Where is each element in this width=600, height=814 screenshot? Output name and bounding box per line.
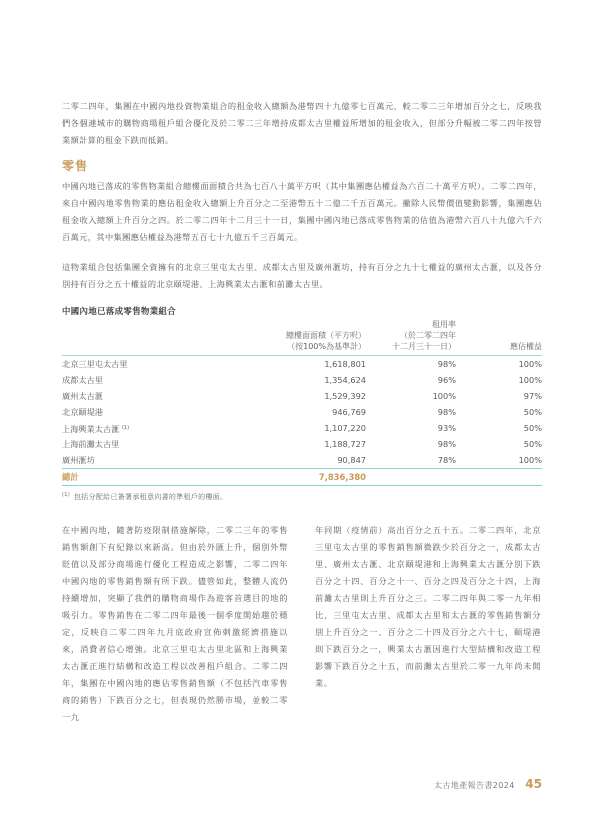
occupancy-rate: 98% <box>437 407 456 417</box>
table-row <box>62 452 542 468</box>
attributable-interest: 50% <box>523 423 542 433</box>
header-area-line-1: 總樓面面積（平方呎） <box>286 331 366 340</box>
table-row <box>62 372 542 388</box>
attributable-interest: 50% <box>523 439 542 449</box>
occupancy-rate: 98% <box>437 359 456 369</box>
header-occ-line-3: 十二月三十一日） <box>392 342 456 351</box>
occupancy-rate: 78% <box>437 455 456 465</box>
property-name: 廣州太古滙 <box>62 391 103 401</box>
property-name: 北京三里屯太古里 <box>62 359 128 369</box>
table-row <box>62 388 542 404</box>
body-column-left <box>62 522 288 726</box>
header-attributable-interest: 應佔權益 <box>510 342 542 351</box>
body-paragraph-right: 年同期（疫情前）高出百分之五十五。二零二四年，北京三里屯太古里的零售銷售額微跌少於百分之一，成都太古里、廣州太古滙、北京頤堤港和上海興業太古滙分別下跌百分之十四、百分之十一、百分之四及百分之十四，上海前灘太古里則上升百分之三。二零二四年與二零一九年相比，三里屯太古里、成都太古里和太古滙的零售銷售額分別上升百分之一、百分之二十四及百分之六十七，頤堤港則下跌百分之一，興業太古滙因進行大型結構和改造工程影響下跌百分之十五，而前灘太古里於二零一九年尚未開業。 <box>315 525 541 688</box>
gross-floor-area: 946,769 <box>332 407 366 417</box>
table-row <box>62 356 542 372</box>
total-area: 7,836,380 <box>318 472 366 482</box>
gross-floor-area: 1,188,727 <box>324 439 366 449</box>
gross-floor-area: 1,107,220 <box>324 423 366 433</box>
body-paragraph-left: 在中國內地，隨著防疫限制措施解除，二零二三年的零售銷售額創下有紀錄以來新高。但由於外匯上升，個別外幣貶值以及部分商場進行優化工程造成之影響，二零二四年中國內地的零售銷售額有所下跌。儘管如此，整體人流仍持續增加，突顯了我們的購物商場作為遊客首選目的地的吸引力。零售銷售在二零二四年最後一個季度開始趨於穩定，反映自二零二四年九月底政府宣佈刺激經濟措施以來，消費者信心增強。北京三里屯太古里北區和上海興業太古滙正進行結構和改造工程以改善租戶組合。二零二四年，集團在中國內地的應佔零售銷售額（不包括汽車零售商的銷售）下跌百分之七，但表現仍然勝市場，並較二零一九 <box>62 525 288 722</box>
section-heading-retail: 零售 <box>62 159 89 173</box>
retail-paragraph-2: 這物業組合包括集團全資擁有的北京三里屯太古里、成都太古里及廣州滙坊，持有百分之九十七權益的廣州太古滙，以及各分別持有百分之五十權益的北京頤堤港、上海興業太古滙和前灘太古里。 <box>62 262 542 289</box>
property-name: 北京頤堤港 <box>62 407 103 417</box>
occupancy-rate: 93% <box>437 423 456 433</box>
header-area-line-2: （按100%為基準計） <box>287 342 366 351</box>
property-name-with-note <box>62 420 129 437</box>
footnote-marker: (1) <box>62 492 70 498</box>
intro-paragraph: 二零二四年，集團在中國內地投資物業組合的租金收入總額為港幣四十九億零七百萬元，較二零二三年增加百分之七，反映我們各個連城市的購物商場租戶組合優化及於二零二三年增持成都太古里權益所增加的租金收入，但部分升幅被二零二四年按營業額計算的租金下跌而抵銷。 <box>62 101 542 145</box>
occupancy-rate: 100% <box>432 391 456 401</box>
retail-portfolio-table <box>62 318 542 486</box>
header-occ-line-2: （於二零二四年 <box>400 331 456 340</box>
attributable-interest: 100% <box>518 359 542 369</box>
table-total-row <box>62 468 542 486</box>
gross-floor-area: 90,847 <box>337 455 366 465</box>
header-occupancy <box>356 319 456 352</box>
page-number: 45 <box>525 777 542 791</box>
body-column-right <box>315 522 541 692</box>
gross-floor-area: 1,354,624 <box>324 375 366 385</box>
occupancy-rate: 98% <box>437 439 456 449</box>
property-name: 成都太古里 <box>62 375 103 385</box>
attributable-interest: 100% <box>518 375 542 385</box>
table-footnote <box>62 492 227 502</box>
page-footer <box>434 777 542 791</box>
table-row <box>62 420 542 436</box>
retail-paragraph-1: 中國內地已落成的零售物業組合總樓面面積合共為七百八十萬平方呎（其中集團應佔權益為六百二十萬平方呎）。二零二四年，來自中國內地零售物業的應佔租金收入總額上升百分之二至港幣五十二億二千五百萬元。撇除人民幣價值變動影響，集團應佔租金收入總額上升百分之四。於二零二四年十二月三十一日，集團中國內地已落成零售物業的估值為港幣六百八十九億六千六百萬元，其中集團應佔權益為港幣五百七十九億五千三百萬元。 <box>62 181 542 242</box>
property-name: 上海前灘太古里 <box>62 439 120 449</box>
property-name: 廣州滙坊 <box>62 455 95 465</box>
attributable-interest: 97% <box>523 391 542 401</box>
footnote-marker: (1) <box>121 425 130 431</box>
report-label: 太古地產報告書2024 <box>433 781 515 790</box>
footnote-text: 包括分配給已簽署承租意向書的準租戶的樓面。 <box>73 493 228 501</box>
header-gross-floor-area <box>246 330 366 352</box>
table-title: 中國內地已落成零售物業組合 <box>62 306 177 316</box>
table-row <box>62 404 542 420</box>
property-name: 上海興業太古滙 <box>62 424 120 434</box>
header-occ-line-1: 租用率 <box>432 320 456 329</box>
table-header <box>62 318 542 356</box>
total-label: 總計 <box>62 472 79 482</box>
table-row <box>62 436 542 452</box>
attributable-interest: 100% <box>518 455 542 465</box>
gross-floor-area: 1,529,392 <box>324 391 366 401</box>
occupancy-rate: 96% <box>437 375 456 385</box>
attributable-interest: 50% <box>523 407 542 417</box>
gross-floor-area: 1,618,801 <box>324 359 366 369</box>
